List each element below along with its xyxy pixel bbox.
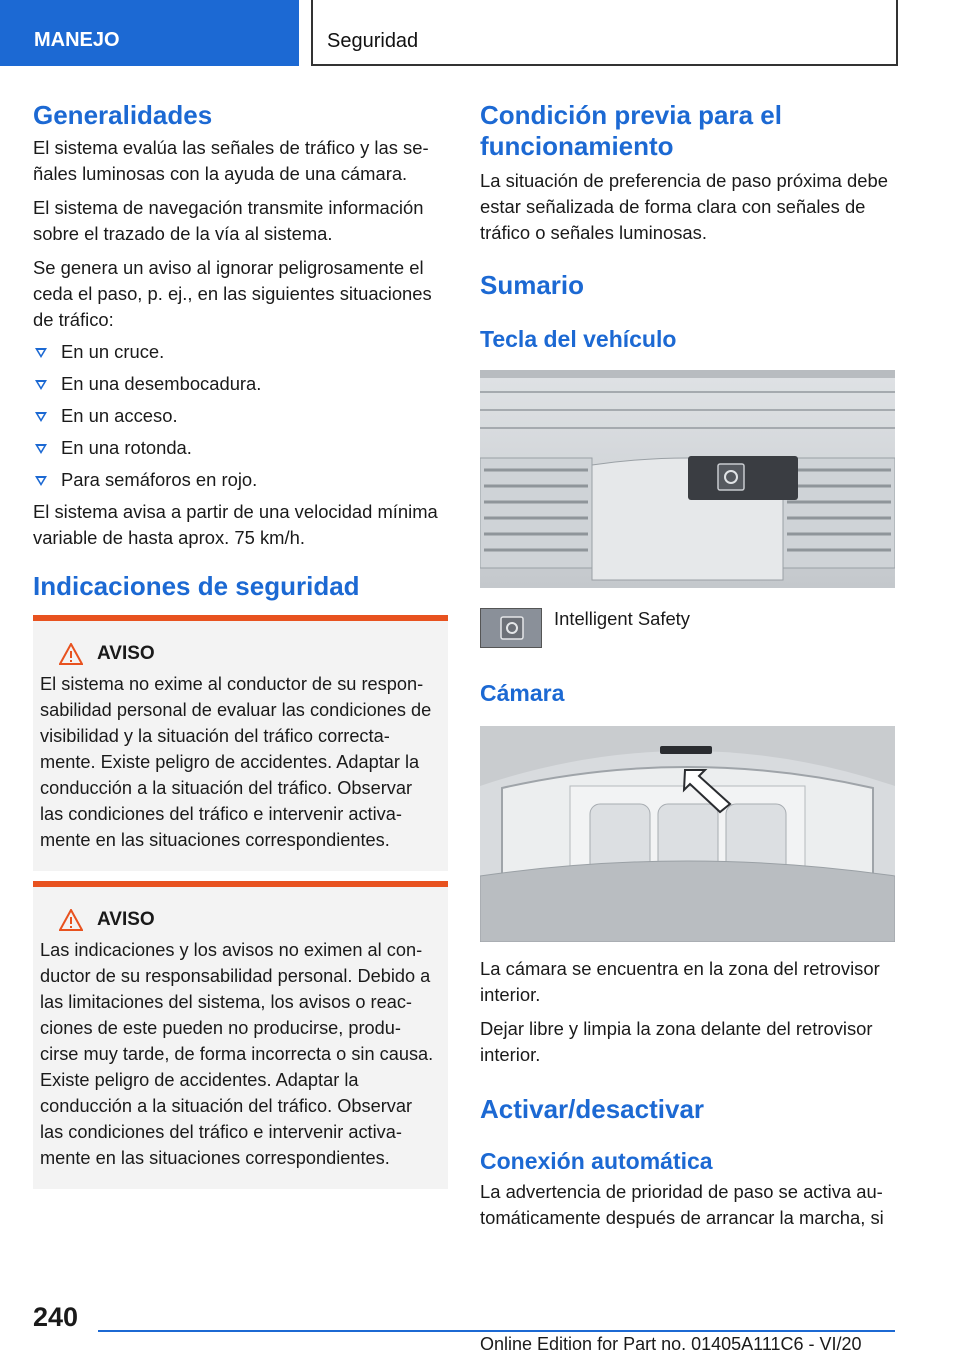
chapter-header (311, 0, 898, 66)
bullet-triangle-icon (35, 348, 47, 358)
paragraph-condition: La situación de preferencia de paso próxima debe estar señalizada de forma clara con señales de tráfico o señales luminosas. (480, 170, 888, 243)
heading-generalidades: Generalidades (33, 100, 213, 130)
car-interior-illustration (480, 726, 895, 942)
list-item: Para semáforos en rojo. (33, 467, 448, 493)
paragraph-intro-3: Se genera un aviso al ignorar peligrosamente el ceda el paso, p. ej., en las siguientes situaciones de tráfico: (33, 257, 432, 330)
chapter-title: Seguridad (327, 30, 419, 52)
section-tab (0, 0, 299, 66)
footer-divider (98, 1330, 895, 1332)
left-column (33, 100, 448, 602)
warning-title: AVISO (97, 909, 155, 930)
warning-box-2 (33, 881, 448, 1189)
heading-vehicle-key: Tecla del vehículo (480, 326, 677, 352)
heading-auto-connect: Conexión automática (480, 1148, 713, 1174)
camera-figure (480, 726, 895, 942)
heading-camera: Cámara (480, 680, 565, 706)
situations-list (33, 339, 448, 493)
button-label: Intelligent Safety (554, 608, 690, 629)
paragraph-intro-2: El sistema de navegación transmite información sobre el trazado de la vía al sistema. (33, 197, 424, 244)
bullet-triangle-icon (35, 380, 47, 390)
paragraph-speed: El sistema avisa a partir de una velocidad mínima variable de hasta aprox. 75 km/h. (33, 501, 438, 548)
dashboard-button-figure (480, 370, 895, 588)
bullet-triangle-icon (35, 476, 47, 486)
camera-text (480, 956, 895, 1231)
paragraph-auto: La advertencia de prioridad de paso se activa au-tomáticamente después de arrancar la marcha, si (480, 1181, 884, 1228)
heading-condition: Condición previa para el funcionamiento (480, 100, 782, 161)
warning-icon (59, 643, 83, 665)
list-item: En una desembocadura. (33, 371, 448, 397)
page-number: 240 (33, 1302, 79, 1332)
heading-activate: Activar/desactivar (480, 1094, 705, 1124)
intelligent-safety-button-icon (480, 608, 542, 648)
heading-safety: Indicaciones de seguridad (33, 571, 360, 601)
paragraph-camera-1: La cámara se encuentra en la zona del retrovisor interior. (480, 958, 880, 1005)
list-item: En un acceso. (33, 403, 448, 429)
bullet-triangle-icon (35, 444, 47, 454)
warning-text: El sistema no exime al conductor de su respon-sabilidad personal de evaluar las condiciones de visibilidad y la situación del tráfico correcta-mente. Existe peligro de accidentes. Adaptar la conducción a la situación del tráfico. Observar las condiciones del tráfico e intervenir activa-mente en las situaciones correspondientes. (40, 674, 432, 850)
dashboard-illustration (480, 370, 895, 588)
list-item: En una rotonda. (33, 435, 448, 461)
warning-box-1 (33, 615, 448, 871)
paragraph-camera-2: Dejar libre y limpia la zona delante del retrovisor interior. (480, 1018, 873, 1065)
paragraph-intro-1: El sistema evalúa las señales de tráfico y las se-ñales luminosas con la ayuda de una cámara. (33, 137, 429, 184)
warning-title: AVISO (97, 643, 155, 664)
warning-icon (59, 909, 83, 931)
warning-text: Las indicaciones y los avisos no eximen al con-ductor de su responsabilidad personal. Debido a las limitaciones del sistema, los avisos o reac-ciones de este pueden no producirse, produ-cirse muy tarde, de forma incorrecta o sin causa. Existe peligro de accidentes. Adaptar la conducción a la situación del tráfico. Observar las condiciones del tráfico e intervenir activa-mente en las situaciones correspondientes. (40, 940, 434, 1168)
edition-note: Online Edition for Part no. 01405A111C6 - VI/20 (480, 1334, 862, 1354)
bullet-triangle-icon (35, 412, 47, 422)
list-item: En un cruce. (33, 339, 448, 365)
section-label: MANEJO (34, 29, 120, 51)
heading-summary: Sumario (480, 270, 585, 300)
right-column (480, 100, 895, 353)
